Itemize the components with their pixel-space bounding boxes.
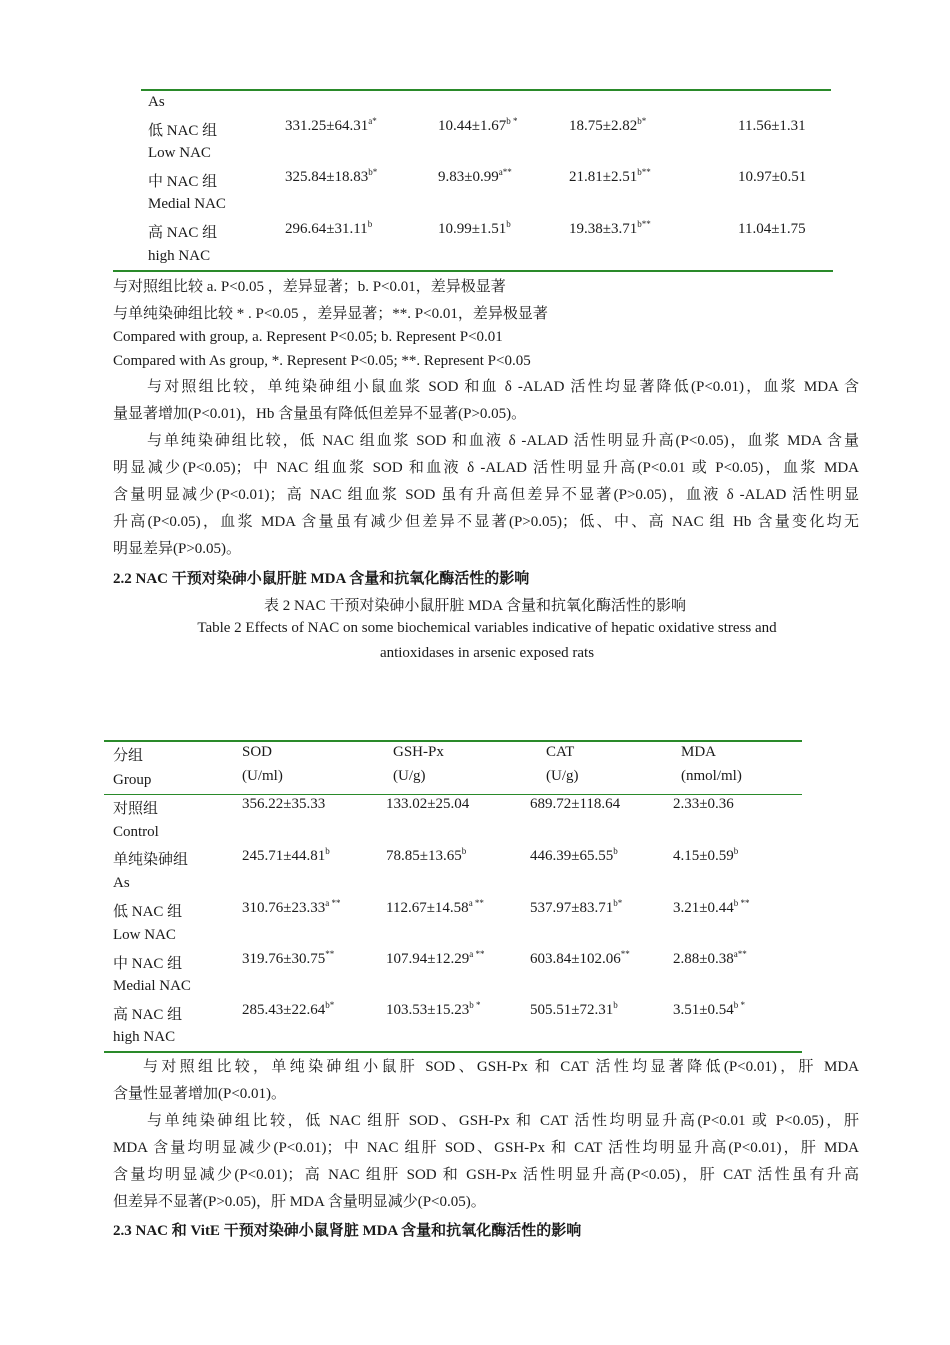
table2-caption-cn: 表 2 NAC 干预对染砷小鼠肝脏 MDA 含量和抗氧化酶活性的影响: [263, 598, 687, 614]
table1-row-label-en: As: [148, 94, 165, 110]
paragraph-line: 量显著增加(P<0.01)，Hb 含量虽有降低但差异不显著(P>0.05)。: [113, 406, 527, 422]
table1-cell: 11.56±1.31: [738, 118, 806, 134]
table2-row-label: 高 NAC 组: [113, 1007, 183, 1023]
table2-row-label: 对照组: [113, 801, 159, 817]
paragraph-line: 明显减少(P<0.05)；中 NAC 组血浆 SOD 和血液 δ -ALAD 活性明显升高(P<0.01 或 P<0.05)，血浆 MDA: [113, 460, 859, 476]
section-heading: 2.2 NAC 干预对染砷小鼠肝脏 MDA 含量和抗氧化酶活性的影响: [113, 571, 530, 587]
paragraph-line: 与单纯染砷组比较，低 NAC 组肝 SOD、GSH-Px 和 CAT 活性均明显升高(P<0.01 或 P<0.05)，肝: [147, 1113, 859, 1129]
table1-row-label: 高 NAC 组: [148, 225, 218, 241]
table2-row-label-en: Control: [113, 824, 159, 840]
table1-note: Compared with group, a. Represent P<0.05; b. Represent P<0.01: [113, 329, 503, 345]
table2-row-label-en: Low NAC: [113, 927, 176, 943]
table2-cell: 319.76±30.75**: [242, 949, 335, 967]
section-heading: 2.3 NAC 和 VitE 干预对染砷小鼠肾脏 MDA 含量和抗氧化酶活性的影响: [113, 1223, 582, 1239]
table2-header: (U/g): [546, 768, 579, 784]
table2-row-label: 单纯染砷组: [113, 852, 189, 868]
table1-cell: $9.83\pm 0.99^{a**}$: [438, 167, 512, 185]
table1-cell: $10.44\pm 1.67^{b *}$: [438, 116, 518, 134]
table2-cell: 505.51±72.31$^b$: [530, 1000, 618, 1018]
paragraph: [113, 428, 859, 563]
table2-cell: $2.88\pm 0.38^{a**}$: [673, 949, 747, 967]
table1-row-label-en: Medial NAC: [148, 196, 226, 212]
table1-cell: 296.64±31.11$^b$: [285, 219, 373, 237]
table2-cell: 446.39±65.55$^b$: [530, 846, 618, 864]
table1-cell: 10.97±0.51: [738, 169, 807, 185]
paragraph: [113, 1108, 859, 1216]
table2-row-label: 中 NAC 组: [113, 956, 183, 972]
paragraph-line: 含量性显著增加(P<0.01)。: [113, 1086, 287, 1102]
table2-cell: 2.33±0.36: [673, 796, 734, 812]
table2-header: (U/g): [393, 768, 426, 784]
table2-header: Group: [113, 772, 152, 788]
table2-cell: $310.76\pm 23.33^{a **}$: [242, 898, 341, 916]
paragraph-line: 含量均明显减少(P<0.01)；高 NAC 组肝 SOD 和 GSH-Px 活性明显升高(P<0.05)，肝 CAT 活性虽有升高: [113, 1167, 859, 1183]
table2-header: 分组: [113, 748, 144, 764]
table1-cell: 11.04±1.75: [738, 221, 806, 237]
table2-header: SOD: [242, 744, 273, 760]
table2-cell: $3.21\pm 0.44^{b **}$: [673, 898, 750, 916]
table2-header-rule: [104, 794, 802, 795]
table2-cell: 689.72±118.64: [530, 796, 621, 812]
paragraph: [113, 374, 859, 428]
table1-cell: $325.84\pm 18.83^{b*}$: [285, 167, 378, 185]
paragraph-line: 但差异不显著(P>0.05)，肝 MDA 含量明显减少(P<0.05)。: [113, 1194, 486, 1210]
table1-row-label-en: Low NAC: [148, 145, 211, 161]
paragraph-line: 与对照组比较，单纯染砷组小鼠肝 SOD、GSH-Px 和 CAT 活性均显著降低(P<0.01)，肝 MDA: [143, 1059, 859, 1075]
table1-note: 与单纯染砷组比较 * . P<0.05 ，差异显著；**. P<0.01，差异极显著: [113, 306, 548, 322]
table1-note: 与对照组比较 a. P<0.05 ，差异显著；b. P<0.01，差异极显著: [113, 279, 506, 295]
table2-bottom-rule: [104, 1051, 802, 1053]
table1-cell: 10.99±1.51$^b$: [438, 219, 511, 237]
table1-cell: $19.38\pm 3.71^{b**}$: [569, 219, 651, 237]
table1-cell: $21.81\pm 2.51^{b**}$: [569, 167, 651, 185]
table2-top-rule: [104, 740, 802, 742]
table1-cell: $18.75\pm 2.82^{b*}$: [569, 116, 647, 134]
table2-cell: 356.22±35.33: [242, 796, 326, 812]
table2-header: GSH-Px: [393, 744, 444, 760]
paragraph-line: MDA 含量均明显减少(P<0.01)；中 NAC 组肝 SOD、GSH-Px 和 CAT 活性均明显升高(P<0.01)，肝 MDA: [113, 1140, 859, 1156]
table1-note: Compared with As group, *. Represent P<0.05; **. Represent P<0.05: [113, 353, 531, 369]
table1-bottom-rule: [113, 270, 833, 272]
table1-row-label: 中 NAC 组: [148, 174, 218, 190]
table2-cell: 78.85±13.65$^b$: [386, 846, 467, 864]
paragraph-line: 与单纯染砷组比较，低 NAC 组血浆 SOD 和血液 δ -ALAD 活性明显升高(P<0.05)，血浆 MDA 含量: [147, 433, 859, 449]
table2-cell: 133.02±25.04: [386, 796, 470, 812]
table2-cell: 245.71±44.81$^b$: [242, 846, 330, 864]
table2-cell: $103.53\pm 15.23^{b *}$: [386, 1000, 481, 1018]
table2-row-label-en: high NAC: [113, 1029, 176, 1045]
paragraph: [113, 1054, 859, 1108]
table2-caption-en: Table 2 Effects of NAC on some biochemical variables indicative of hepatic oxidative stress and: [197, 620, 777, 636]
paragraph-line: 含量明显减少(P<0.01)；高 NAC 组血浆 SOD 虽有升高但差异不显著(P>0.05)，血液 δ -ALAD 活性明显: [113, 487, 859, 503]
paragraph-line: 与对照组比较，单纯染砷组小鼠血浆 SOD 和血 δ -ALAD 活性均显著降低(P<0.01)，血浆 MDA 含: [147, 379, 859, 395]
table1-top-rule: [141, 89, 831, 91]
table2-cell: 603.84±102.06**: [530, 949, 630, 967]
table2-row-label-en: As: [113, 875, 130, 891]
table2-cell: $285.43\pm 22.64^{b*}$: [242, 1000, 335, 1018]
table2-row-label: 低 NAC 组: [113, 904, 183, 920]
table1-row-label-en: high NAC: [148, 248, 211, 264]
paragraph-line: 明显差异(P>0.05)。: [113, 541, 242, 557]
table2-header: CAT: [546, 744, 575, 760]
table2-cell: 4.15±0.59$^b$: [673, 846, 739, 864]
table2-cell: $3.51\pm 0.54^{b *}$: [673, 1000, 745, 1018]
table1-row-label: 低 NAC 组: [148, 123, 218, 139]
table2-cell: $537.97\pm 83.71^{b*}$: [530, 898, 623, 916]
paragraph-line: 升高(P<0.05)，血浆 MDA 含量虽有减少但差异不显著(P>0.05)；低、中、高 NAC 组 Hb 含量变化均无: [113, 514, 859, 530]
table2-header: MDA: [681, 744, 717, 760]
table2-row-label-en: Medial NAC: [113, 978, 191, 994]
table2-cell: $107.94\pm 12.29^{a **}$: [386, 949, 485, 967]
table1-cell: $331.25\pm 64.31^{a*}$: [285, 116, 377, 134]
table2-header: (U/ml): [242, 768, 283, 784]
table2-cell: $112.67\pm 14.58^{a **}$: [386, 898, 484, 916]
table2-header: (nmol/ml): [681, 768, 742, 784]
table2-caption-en: antioxidases in arsenic exposed rats: [379, 645, 595, 661]
